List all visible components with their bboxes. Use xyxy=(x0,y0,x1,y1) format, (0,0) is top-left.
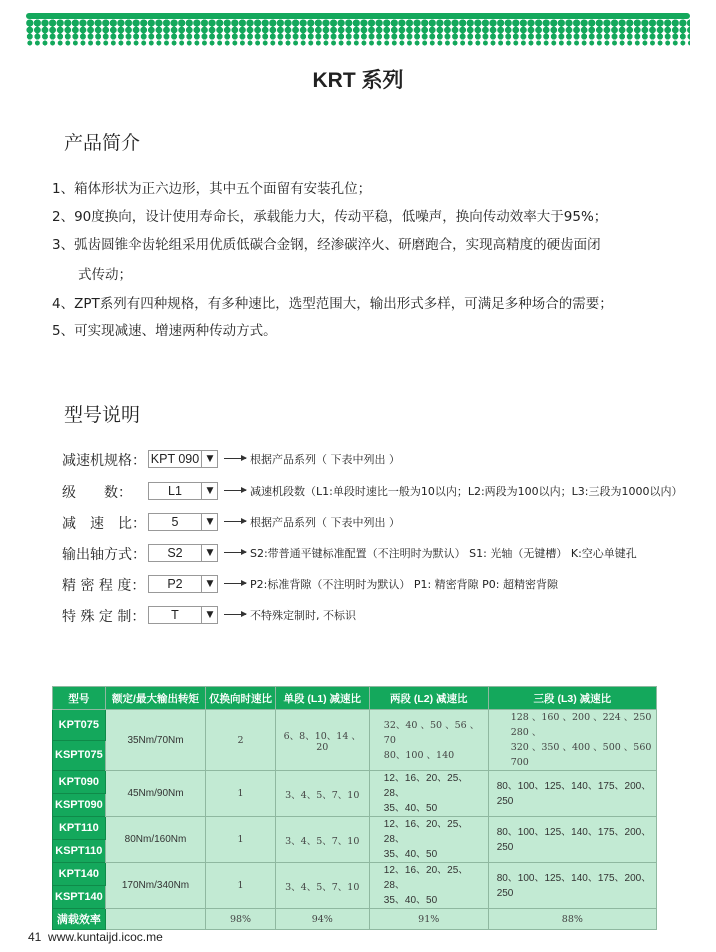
l2-ratio-cell: 12、16、20、25、28、 35、40、50 xyxy=(369,863,488,909)
spec-description: 减速机段数（L1:单段时速比一般为10以内；L2:两段为100以内；L3:三段为1000以内） xyxy=(250,485,683,498)
arrow-right-icon xyxy=(224,614,246,615)
torque-cell: 35Nm/70Nm xyxy=(105,710,206,771)
dropdown-arrow-icon[interactable]: ▼ xyxy=(201,607,218,623)
spec-label: 减速机规格： xyxy=(62,453,146,469)
model-spec-row xyxy=(62,544,702,562)
model-spec-row xyxy=(62,606,702,624)
model-cell: KSPT075 xyxy=(53,740,106,771)
efficiency-label: 满载效率 xyxy=(53,909,106,930)
spec-select[interactable] xyxy=(148,450,218,468)
model-spec-row xyxy=(62,450,702,468)
table-header-row xyxy=(53,687,657,710)
spec-value: 5 xyxy=(171,515,179,529)
footer-url[interactable]: www.kuntaijd.icoc.me xyxy=(48,930,163,944)
column-header: 型号 xyxy=(53,687,106,710)
dropdown-arrow-icon[interactable]: ▼ xyxy=(201,576,218,592)
arrow-right-icon xyxy=(224,521,246,522)
spec-label: 输出轴方式： xyxy=(62,547,146,563)
intro-item: 5、可实现减速、增速两种传动方式。 xyxy=(52,323,277,339)
page-title: KRT 系列 xyxy=(312,69,404,92)
efficiency-l1: 94% xyxy=(275,909,369,930)
dropdown-arrow-icon[interactable]: ▼ xyxy=(201,545,218,561)
model-cell: KPT075 xyxy=(53,710,106,741)
arrow-right-icon xyxy=(224,552,246,553)
model-spec-row xyxy=(62,575,702,593)
column-header: 单段 (L1) 减速比 xyxy=(275,687,369,710)
table-row xyxy=(53,771,657,794)
reversing-ratio-cell: 1 xyxy=(206,817,275,863)
l3-ratio-cell: 128 、160 、200 、224 、250 280 、 320 、350 、400 、500 、560 700 xyxy=(488,710,656,771)
model-cell: KSPT090 xyxy=(53,794,106,817)
spec-select[interactable] xyxy=(148,575,218,593)
l2-ratio-cell: 12、16、20、25、28、 35、40、50 xyxy=(369,817,488,863)
dropdown-arrow-icon[interactable]: ▼ xyxy=(201,514,218,530)
dropdown-arrow-icon[interactable]: ▼ xyxy=(201,451,218,467)
header-dot-pattern xyxy=(26,33,690,40)
l3-ratio-cell: 80、100、125、140、175、200、250 xyxy=(488,771,656,817)
spec-select[interactable] xyxy=(148,606,218,624)
l1-ratio-cell: 3、4、5、7、10 xyxy=(275,771,369,817)
intro-item: 1、箱体形状为正六边形，其中五个面留有安装孔位； xyxy=(52,181,372,197)
model-cell: KPT140 xyxy=(53,863,106,886)
footer xyxy=(28,930,163,944)
spec-value: P2 xyxy=(167,577,183,591)
reversing-ratio-cell: 1 xyxy=(206,771,275,817)
reversing-ratio-cell: 2 xyxy=(206,710,275,771)
model-cell: KPT110 xyxy=(53,817,106,840)
table-row xyxy=(53,710,657,741)
intro-item: 2、90度换向，设计使用寿命长，承载能力大，传动平稳，低噪声，换向传动效率大于95%； xyxy=(52,209,608,225)
l1-ratio-cell: 3、4、5、7、10 xyxy=(275,817,369,863)
spec-value: KPT 090 xyxy=(150,452,200,466)
efficiency-row xyxy=(53,909,657,930)
intro-item: 4、ZPT系列有四种规格，有多种速比，选型范围大，输出形式多样，可满足多种场合的需要； xyxy=(52,296,613,312)
efficiency-l2: 91% xyxy=(369,909,488,930)
l3-ratio-cell: 80、100、125、140、175、200、250 xyxy=(488,863,656,909)
intro-heading: 产品简介 xyxy=(64,132,141,154)
model-spec-row xyxy=(62,513,702,531)
reversing-ratio-cell: 1 xyxy=(206,863,275,909)
spec-value: L1 xyxy=(168,484,182,498)
arrow-right-icon xyxy=(224,458,246,459)
page-number: 41 xyxy=(28,930,42,944)
l3-ratio-cell: 80、100、125、140、175、200、250 xyxy=(488,817,656,863)
torque-cell: 170Nm/340Nm xyxy=(105,863,206,909)
column-header: 三段 (L3) 减速比 xyxy=(488,687,656,710)
intro-item: 3、弧齿圆锥伞齿轮组采用优质低碳合金钢，经渗碳淬火、研磨跑合，实现高精度的硬齿面闭 xyxy=(52,237,601,253)
table-row xyxy=(53,863,657,886)
spec-select[interactable] xyxy=(148,513,218,531)
spec-description: 根据产品系列（ 下表中列出 ） xyxy=(250,453,400,466)
spec-description: S2:带普通平键标准配置（不注明时为默认） S1: 光轴（无键槽） K:空心单键孔 xyxy=(250,547,637,560)
l1-ratio-cell: 3、4、5、7、10 xyxy=(275,863,369,909)
spec-value: T xyxy=(171,608,179,622)
torque-cell: 80Nm/160Nm xyxy=(105,817,206,863)
model-cell: KPT090 xyxy=(53,771,106,794)
efficiency-reversing: 98% xyxy=(206,909,275,930)
arrow-right-icon xyxy=(224,583,246,584)
model-cell: KSPT110 xyxy=(53,840,106,863)
column-header: 仅换向时速比 xyxy=(206,687,275,710)
spec-label: 特 殊 定 制： xyxy=(62,609,146,625)
spec-select[interactable] xyxy=(148,544,218,562)
arrow-right-icon xyxy=(224,490,246,491)
spec-description: 不特殊定制时, 不标识 xyxy=(250,609,356,622)
spec-description: P2:标准背隙（不注明时为默认） P1: 精密背隙 P0: 超精密背隙 xyxy=(250,578,558,591)
l2-ratio-cell: 12、16、20、25、28、 35、40、50 xyxy=(369,771,488,817)
column-header: 额定/最大输出转矩 xyxy=(105,687,206,710)
spec-label: 级 数： xyxy=(62,485,132,501)
efficiency-torque-cell xyxy=(105,909,206,930)
dropdown-arrow-icon[interactable]: ▼ xyxy=(201,483,218,499)
model-spec-row xyxy=(62,482,702,500)
spec-select[interactable] xyxy=(148,482,218,500)
spec-table xyxy=(52,686,657,930)
column-header: 两段 (L2) 减速比 xyxy=(369,687,488,710)
spec-label: 精 密 程 度： xyxy=(62,578,146,594)
efficiency-l3: 88% xyxy=(488,909,656,930)
intro-item-continuation: 式传动； xyxy=(78,267,132,283)
model-cell: KSPT140 xyxy=(53,886,106,909)
table-row xyxy=(53,817,657,840)
header-dot-pattern xyxy=(26,40,690,46)
torque-cell: 45Nm/90Nm xyxy=(105,771,206,817)
spec-description: 根据产品系列（ 下表中列出 ） xyxy=(250,516,400,529)
l1-ratio-cell: 6、8、10、14 、20 xyxy=(275,710,369,771)
spec-label: 减 速 比： xyxy=(62,516,146,532)
model-heading: 型号说明 xyxy=(64,404,141,426)
l2-ratio-cell: 32、40 、50 、56 、70 80、100 、140 xyxy=(369,710,488,771)
spec-value: S2 xyxy=(167,546,183,560)
